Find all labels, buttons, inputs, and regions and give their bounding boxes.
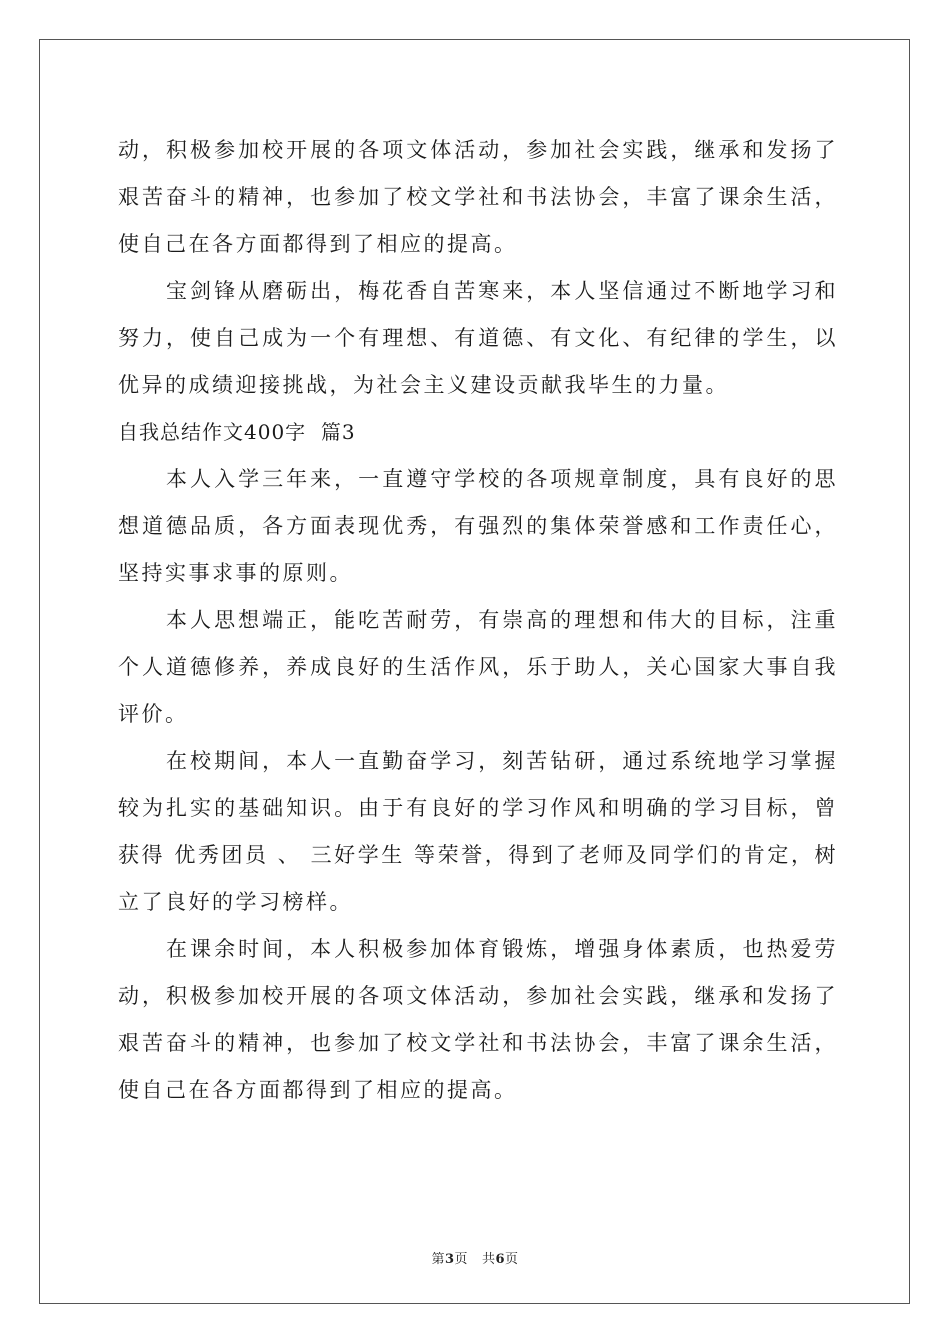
paragraph-conclusion: 宝剑锋从磨砺出，梅花香自苦寒来，本人坚信通过不断地学习和努力，使自己成为一个有理想、有道德、有文化、有纪律的学生，以优异的成绩迎接挑战，为社会主义建设贡献我毕生的力量。 [118, 279, 838, 397]
paragraph-4: 在课余时间，本人积极参加体育锻炼，增强身体素质，也热爱劳动，积极参加校开展的各项文体活动，参加社会实践，继承和发扬了艰苦奋斗的精神，也参加了校文学社和书法协会，丰富了课余生活，使自己在各方面都得到了相应的提高。 [118, 937, 838, 1102]
page-footer [0, 1248, 950, 1267]
footer-prefix: 第 [431, 1252, 445, 1267]
footer-suffix: 页 [505, 1252, 519, 1267]
paragraph-2: 本人思想端正，能吃苦耐劳，有崇高的理想和伟大的目标，注重个人道德修养，养成良好的生活作风，乐于助人，关心国家大事自我评价。 [118, 608, 838, 726]
document-body [118, 127, 838, 1114]
paragraph-3: 在校期间，本人一直勤奋学习，刻苦钻研，通过系统地学习掌握较为扎实的基础知识。由于有良好的学习作风和明确的学习目标，曾获得 优秀团员 、 三好学生 等荣誉，得到了老师及同学们的肯定，树立了良好的学习榜样。 [118, 749, 838, 914]
footer-mid: 页 共 [454, 1252, 496, 1267]
footer-page-current: 3 [445, 1252, 455, 1267]
section-heading: 自我总结作文400字 篇3 [118, 420, 356, 444]
footer-page-total: 6 [495, 1252, 505, 1267]
paragraph-1: 本人入学三年来，一直遵守学校的各项规章制度，具有良好的思想道德品质，各方面表现优秀，有强烈的集体荣誉感和工作责任心，坚持实事求事的原则。 [118, 467, 838, 585]
paragraph-continued: 动，积极参加校开展的各项文体活动，参加社会实践，继承和发扬了艰苦奋斗的精神，也参加了校文学社和书法协会，丰富了课余生活，使自己在各方面都得到了相应的提高。 [118, 138, 838, 256]
